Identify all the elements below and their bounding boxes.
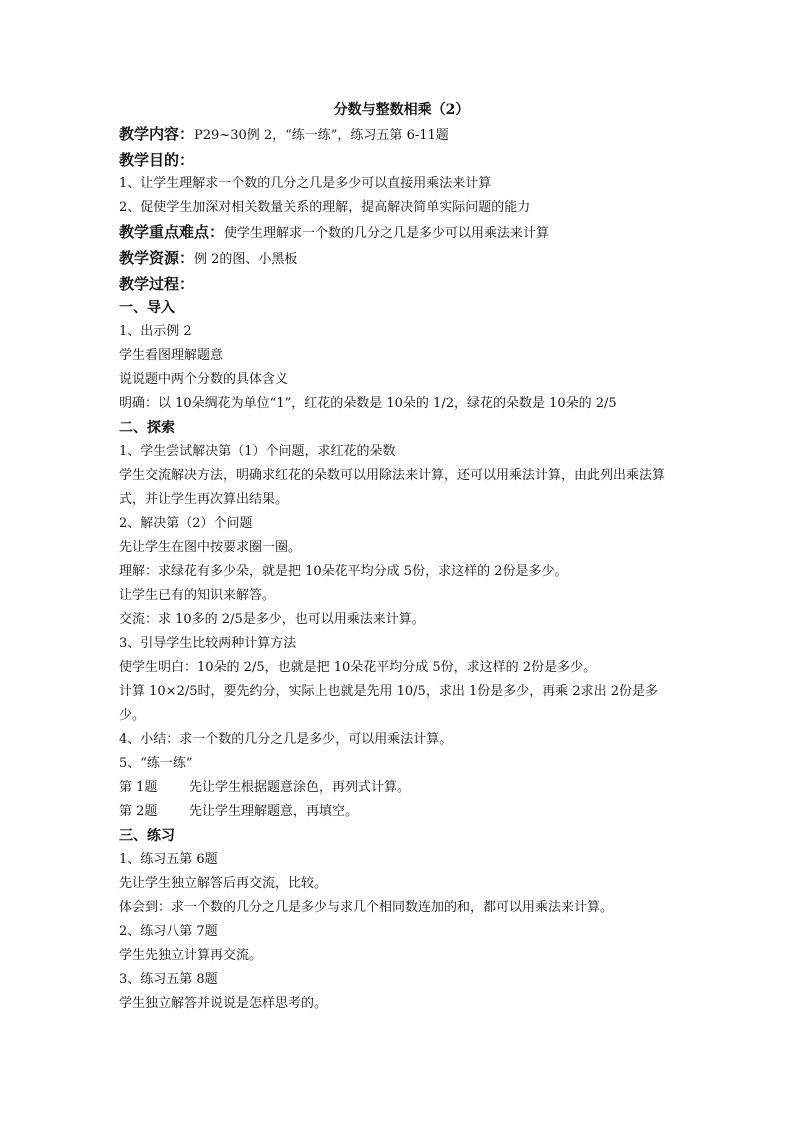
section-heading-practice: 三、练习 (119, 828, 175, 844)
teaching-resources-text: 例 2的图、小黑板 (194, 252, 298, 267)
intro-line-1: 1、出示例 2 (119, 324, 192, 339)
explore-line-1: 1、学生尝试解决第（1）个问题，求红花的朵数 (119, 444, 396, 459)
practice-line-6: 3、练习五第 8题 (119, 972, 218, 987)
section-heading-explore: 二、探索 (119, 420, 175, 436)
teaching-goals-heading: 教学目的： (119, 151, 195, 169)
explore-line-11: 4、小结：求一个数的几分之几是多少，可以用乘法计算。 (119, 732, 453, 747)
key-points-row (119, 220, 684, 246)
explore-line-4: 先让学生在图中按要求圈一圈。 (119, 540, 302, 555)
goal-item-1: 1、让学生理解求一个数的几分之几是多少可以直接用乘法来计算 (119, 176, 492, 191)
explore-line-7: 交流：求 10多的 2/5是多少，也可以用乘法来计算。 (119, 612, 425, 627)
teaching-content-text: P29~30例 2，“练一练”，练习五第 6-11题 (194, 128, 449, 143)
intro-line-3: 说说题中两个分数的具体含义 (119, 372, 289, 387)
practice-item-1-number: 第 1题 (119, 780, 158, 795)
practice-line-4: 2、练习八第 7题 (119, 924, 218, 939)
practice-line-7: 学生独立解答并说说是怎样思考的。 (119, 996, 328, 1011)
intro-line-4: 明确：以 10朵绸花为单位“1”，红花的朵数是 10朵的 1/2，绿花的朵数是 10朵的 2/5 (119, 396, 617, 411)
teaching-resources-row (119, 246, 684, 272)
teaching-resources-label: 教学资源： (119, 249, 195, 267)
explore-line-9: 使学生明白：10朵的 2/5，也就是把 10朵花平均分成 5份，求这样的 2份是多少。 (119, 660, 597, 675)
teaching-process-heading: 教学过程： (119, 275, 195, 293)
explore-line-12: 5、“练一练” (119, 756, 193, 771)
teaching-content-row (119, 122, 684, 148)
practice-item-2-number: 第 2题 (119, 804, 158, 819)
lesson-plan-document (119, 98, 684, 1016)
practice-item-1-text: 先让学生根据题意涂色，再列式计算。 (189, 780, 411, 795)
practice-line-3: 体会到：求一个数的几分之几是多少与求几个相同数连加的和，都可以用乘法来计算。 (119, 900, 614, 915)
practice-line-1: 1、练习五第 6题 (119, 852, 218, 867)
practice-item-1 (119, 776, 684, 800)
explore-line-10: 计算 10×2/5时，要先约分，实际上也就是先用 10/5，求出 1份是多少，再乘 2求出 2份是多少。 (119, 684, 659, 723)
explore-line-6: 让学生已有的知识来解答。 (119, 588, 276, 603)
teaching-content-label: 教学内容： (119, 125, 195, 143)
key-points-text: 使学生理解求一个数的几分之几是多少可以用乘法来计算 (224, 226, 550, 241)
section-heading-intro: 一、导入 (119, 300, 175, 316)
goal-item-2: 2、促使学生加深对相关数量关系的理解，提高解决简单实际问题的能力 (119, 200, 531, 215)
intro-line-2: 学生看图理解题意 (119, 348, 224, 363)
explore-line-3: 2、解决第（2）个问题 (119, 516, 253, 531)
explore-line-2: 学生交流解决方法，明确求红花的朵数可以用除法来计算，还可以用乘法计算，由此列出乘法算式，并让学生再次算出结果。 (119, 468, 666, 507)
practice-item-2-text: 先让学生理解题意，再填空。 (189, 804, 359, 819)
practice-line-2: 先让学生独立解答后再交流，比较。 (119, 876, 328, 891)
practice-item-2 (119, 800, 684, 824)
document-title: 分数与整数相乘（2） (333, 102, 470, 118)
explore-line-5: 理解：求绿花有多少朵，就是把 10朵花平均分成 5份，求这样的 2份是多少。 (119, 564, 568, 579)
explore-line-8: 3、引导学生比较两种计算方法 (119, 636, 297, 651)
key-points-label: 教学重点难点： (119, 223, 225, 241)
practice-line-5: 学生先独立计算再交流。 (119, 948, 263, 963)
